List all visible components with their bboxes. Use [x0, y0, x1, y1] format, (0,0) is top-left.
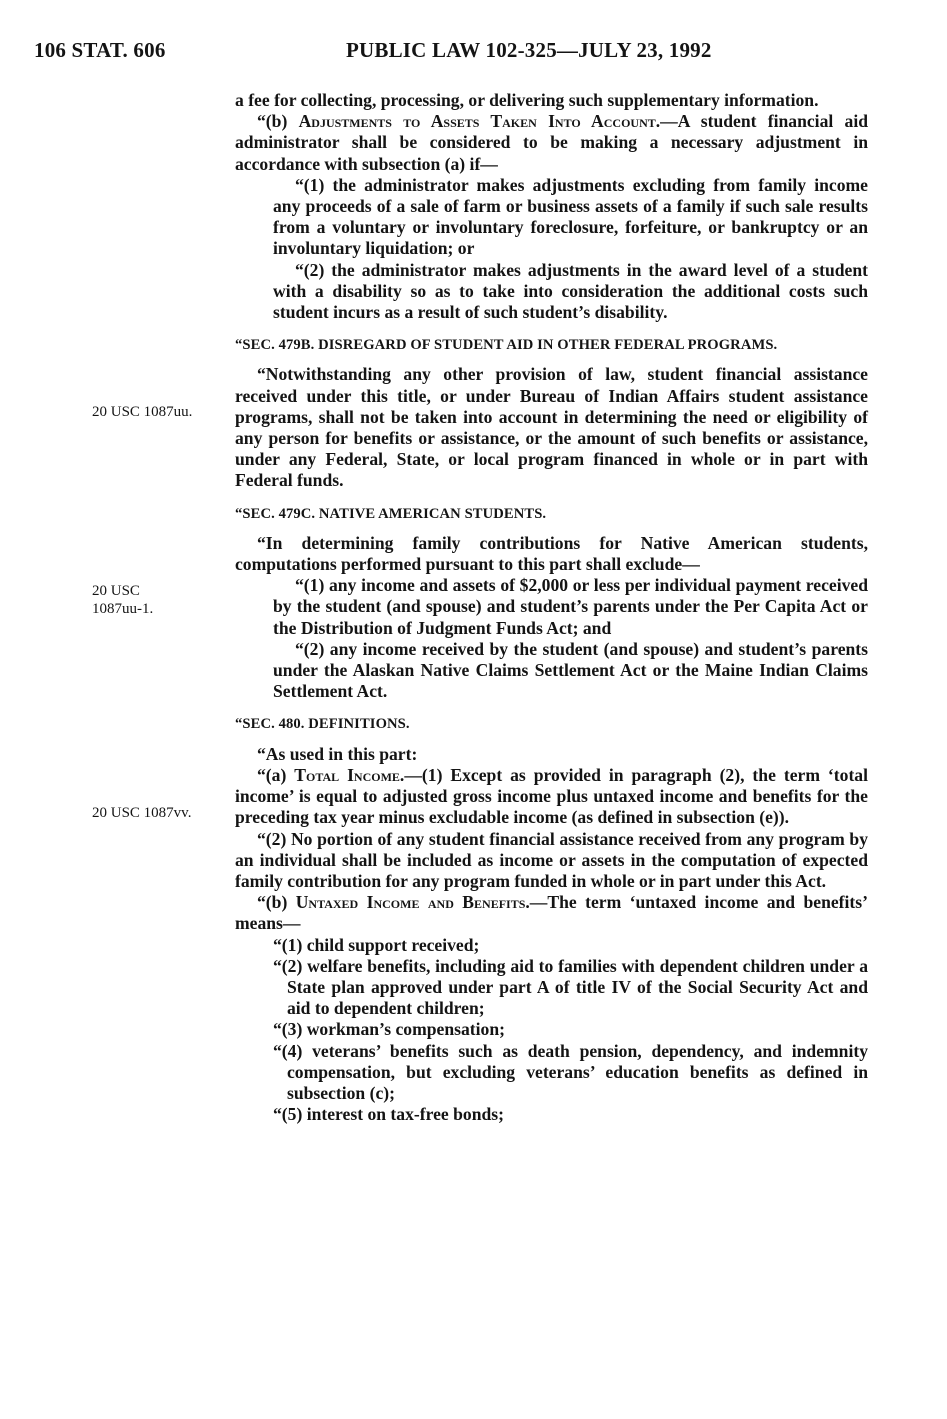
section-heading-480: “SEC. 480. DEFINITIONS. [235, 716, 410, 733]
section-heading-479b: “SEC. 479B. DISREGARD OF STUDENT AID IN OTHER FEDERAL PROGRAMS. [235, 337, 778, 354]
subsection-heading: Untaxed Income and Benefits. [295, 892, 530, 913]
margin-citation-479c-line1: 20 USC [92, 583, 140, 599]
list-item: “(3) workman’s compensation; [273, 1019, 505, 1040]
subsection-heading: Adjustments to Assets Taken Into Account. [298, 111, 661, 132]
clause-2: “(2) the administrator makes adjustments in the award level of a student with a disability so as to take into consideration the additional costs such student incurs as a result of such student’s disability. [273, 259, 868, 323]
subsection-heading: Total Income. [294, 764, 405, 785]
paragraph: “Notwithstanding any other provision of law, student financial assistance received under this title, or under Bureau of Indian Affairs student assistance programs, shall not be taken into account in determining the need or eligibility of any person for benefits or assistance, or the amount of such benefits or assistance, under any Federal, State, or local program financed in whole or in part with Federal funds. [235, 364, 868, 491]
margin-citation-479b: 20 USC 1087uu. [92, 404, 193, 420]
paragraph: a fee for collecting, processing, or delivering such supplementary information. [235, 90, 819, 110]
subsection-b-untaxed-income: “(b) Untaxed Income and Benefits.—The term ‘untaxed income and benefits’ means— [235, 892, 868, 934]
subsection-a-total-income: “(a) Total Income.—(1) Except as provided in paragraph (2), the term ‘total income’ is equal to adjusted gross income plus untaxed income and benefits for the preceding tax year minus excludable income (as defined in subsection (e)). [235, 764, 868, 828]
paragraph: “(2) No portion of any student financial assistance received from any program by an individual shall be included as income or assets in the computation of expected family contribution for any program funded in whole or in part under this Act. [235, 828, 868, 891]
page-identifier: 106 STAT. 606 [34, 38, 166, 62]
statute-body [235, 90, 868, 1125]
clause-1: “(1) the administrator makes adjustments excluding from family income any proceeds of a sale of farm or business assets of a family if such sale results from a voluntary or involuntary foreclosure, forfeiture, or bankruptcy or an involuntary liquidation; or [273, 174, 868, 259]
margin-citation-480: 20 USC 1087vv. [92, 805, 192, 821]
list-item: “(2) welfare benefits, including aid to families with dependent children under a State plan approved under part A of title IV of the Social Security Act and aid to dependent children; [273, 955, 868, 1019]
page-title: PUBLIC LAW 102-325—JULY 23, 1992 [346, 38, 712, 62]
list-item: “(4) veterans’ benefits such as death pension, dependency, and indemnity compensation, but excluding veterans’ education benefits as defined in subsection (c); [273, 1040, 868, 1103]
section-heading-479c: “SEC. 479C. NATIVE AMERICAN STUDENTS. [235, 505, 547, 522]
list-item: “(1) child support received; [273, 934, 480, 955]
subsection-b-adjustments: “(b) Adjustments to Assets Taken Into Account.—A student financial aid administrator shall be considered to be making a necessary adjustment in accordance with subsection (a) if— [235, 111, 869, 174]
list-item: “(5) interest on tax-free bonds; [273, 1104, 504, 1125]
margin-citation-479c-line2: 1087uu-1. [92, 601, 154, 617]
paragraph: “In determining family contributions for Native American students, computations performed pursuant to this part shall exclude— [235, 532, 868, 575]
clause-2: “(2) any income received by the student (and spouse) and student’s parents under the Alaskan Native Claims Settlement Act or the Maine Indian Claims Settlement Act. [273, 638, 868, 702]
clause-1: “(1) any income and assets of $2,000 or less per individual payment received by the student (and spouse) and student’s parents under the Per Capita Act or the Distribution of Judgment Funds Act; and [273, 575, 868, 638]
paragraph: “As used in this part: [257, 743, 418, 764]
